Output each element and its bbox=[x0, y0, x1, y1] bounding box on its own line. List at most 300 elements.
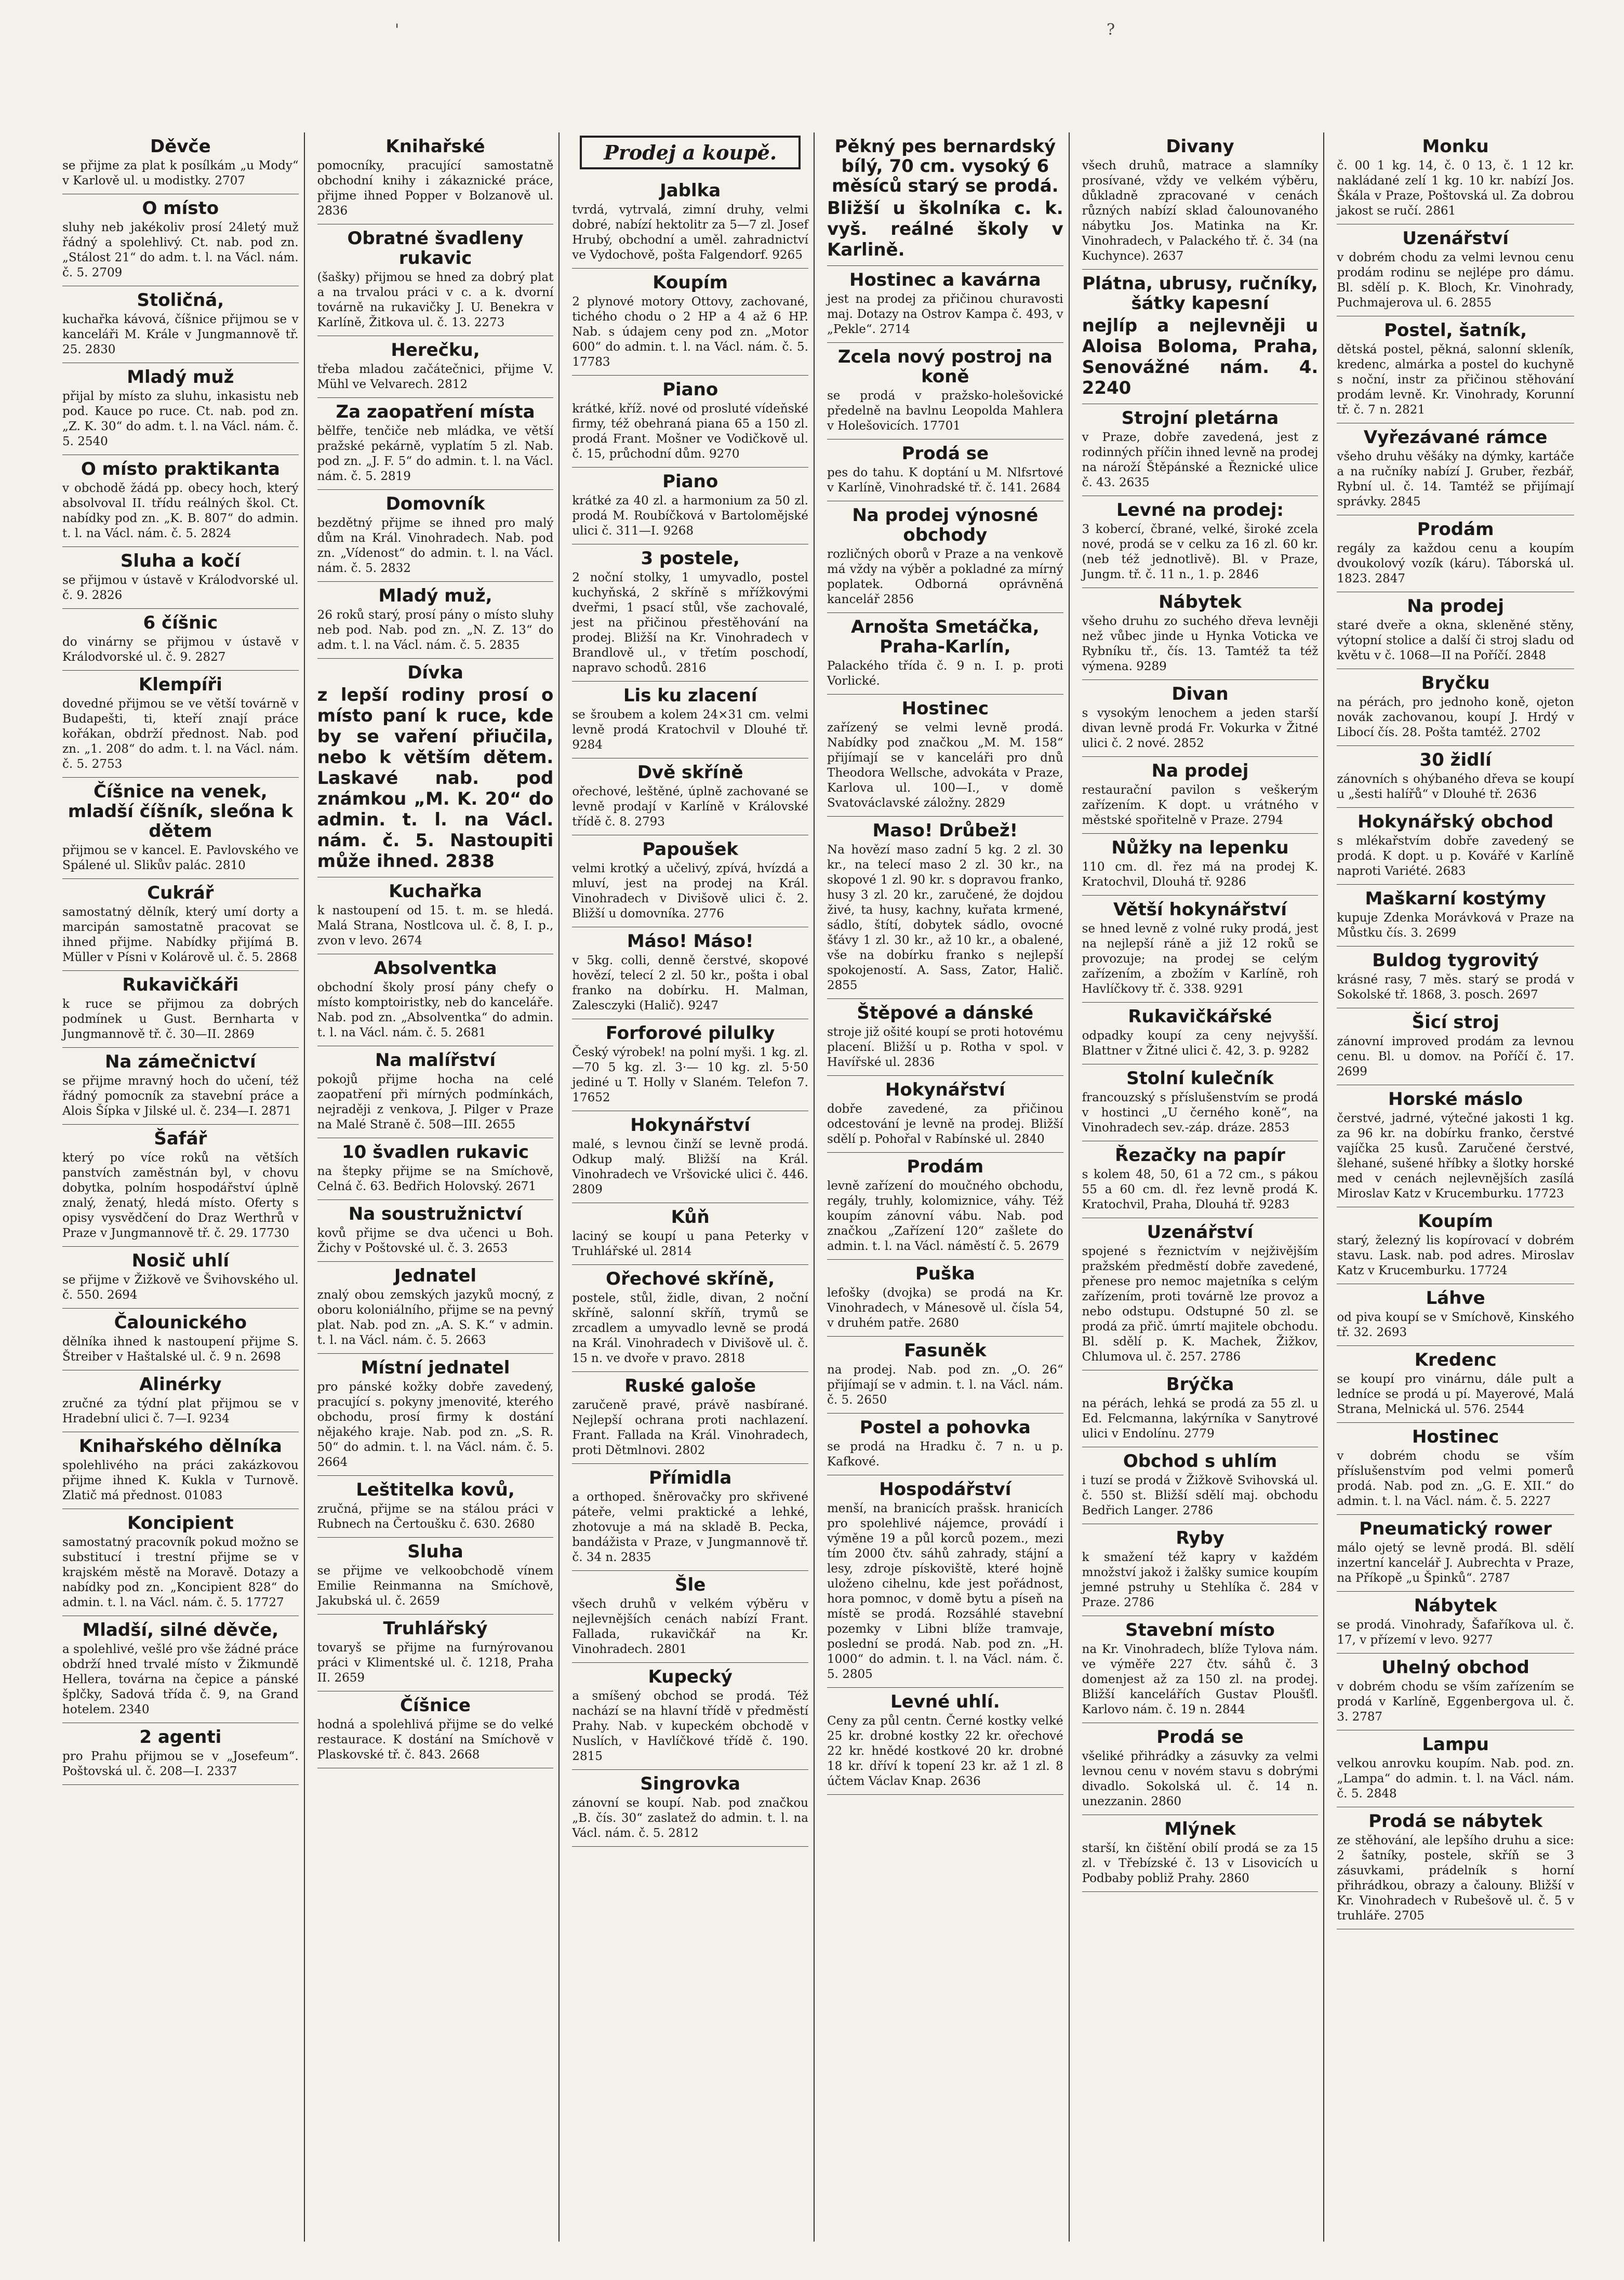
ad-text: laciný se koupí u pana Peterky v Truhlářské ul. 2814 bbox=[572, 1230, 808, 1258]
classified-ad bbox=[62, 1723, 299, 1785]
ad-text: Bližší u školníka c. k. vyš. reálné školy v Karlině. bbox=[827, 198, 1063, 260]
classified-ad bbox=[1082, 404, 1319, 496]
ad-heading: Na zámečnictví bbox=[104, 1051, 256, 1072]
column-4 bbox=[822, 132, 1070, 2242]
ad-heading: O místo bbox=[142, 198, 219, 219]
ad-text: starší, kn čištění obilí prodá se za 15 zl. v Třebízské č. 13 v Lisovicích u Podbaby pobliž Prahy. 2860 bbox=[1082, 1842, 1319, 1885]
ad-heading: Kredenc bbox=[1414, 1350, 1497, 1370]
ad-text: pomocníky, pracující samostatně obchodní knihy i zákaznické práce, přijme ihned Popper v Bolzanově ul. 2836 bbox=[317, 159, 554, 218]
ad-heading: Maso! Drůbež! bbox=[872, 820, 1018, 841]
ad-text: 26 roků starý, prosí pány o místo sluhy neb pod. Nab. pod zn. „N. Z. 13“ do adm. t. l. na Václ. nám. č. 5. 2835 bbox=[317, 608, 554, 652]
classified-ad bbox=[62, 671, 299, 778]
classified-ad bbox=[1082, 1616, 1319, 1723]
ad-heading: Divan bbox=[1172, 684, 1229, 704]
classified-ad bbox=[1337, 515, 1574, 592]
ad-text: se šroubem a kolem 24×31 cm. velmi levně prodá Kratochvil v Dlouhé tř. 9284 bbox=[572, 708, 808, 752]
ad-heading: Piano bbox=[662, 471, 718, 492]
ad-heading: Děvče bbox=[150, 136, 211, 157]
section-banner: Prodej a koupě. bbox=[580, 136, 801, 169]
classified-ad bbox=[572, 1464, 808, 1571]
classified-ad bbox=[62, 1309, 299, 1370]
ad-text: všeliké přihrádky a zásuvky za velmi levnou cenu v novém stavu s dobrými divadlo. Sokolská ul. č. 14 n. unezzanin. 2860 bbox=[1082, 1750, 1319, 1808]
ad-heading: Dívka bbox=[407, 662, 463, 683]
ad-text: levně zařízení do moučného obchodu, regály, truhly, kolomiznice, váhy. Též koupím zánovní vábu. Nab. pod značkou „Zařízení 120“ zašlete do admin. t. l. na Václ. náměstí č. 5. 2679 bbox=[827, 1179, 1063, 1253]
ad-text: málo ojetý se levně prodá. Bl. sdělí inzertní kancelář J. Aubrechta v Praze, na Příkopě „u Špinků“. 2787 bbox=[1337, 1541, 1574, 1585]
ad-text: přijmou se v kancel. E. Pavlovského ve Spálené ul. Slikův palác. 2810 bbox=[62, 844, 299, 872]
classified-ad bbox=[317, 336, 554, 398]
ad-heading: Nábytek bbox=[1159, 592, 1242, 612]
ad-text: (šašky) přijmou se hned za dobrý plat a na trvalou práci v c. a k. dvorní továrně na rukavičky J. U. Benekra v Karlíně, Žitkova ul. č. 13. 2273 bbox=[317, 271, 554, 329]
ad-heading: 30 židlí bbox=[1419, 750, 1492, 770]
ad-text: se přijme mravný hoch do učení, též řádný pomocník za stavební práce a Alois Šípka v Jilské ul. č. 234—I. 2871 bbox=[62, 1074, 299, 1118]
classified-ad bbox=[62, 1125, 299, 1247]
ad-heading: Nůžky na lepenku bbox=[1111, 837, 1289, 858]
ad-heading: Knihařské bbox=[385, 136, 485, 157]
ad-heading: Horské máslo bbox=[1388, 1089, 1523, 1110]
ad-heading: Nábytek bbox=[1414, 1595, 1497, 1616]
classified-ad bbox=[572, 682, 808, 758]
classified-ad bbox=[317, 954, 554, 1046]
classified-ad bbox=[317, 1476, 554, 1538]
ad-text: francouzský s příslušenstvím se prodá v hostinci „U černého koně“, na Vinohradech sev.-záp. dráze. 2853 bbox=[1082, 1091, 1319, 1135]
ad-text: menší, na branicích prašsk. hranicích pro spolehlivé nájemce, provádí i výměne 19 a půl korců pozem., mezi tím 2000 čtv. sáhů zahrady, stájní a lesy, zdroje pískoviště, které hojně uloženo cihelnu, kde jest pořádnost, hora pomnoc, v domě bytu a píseň na místě se prodá. Rozsáhlé stavební pozemky v Libni blíže tramvaje, poslední se prodá. Nab. pod zn. „H. 1000“ do admin. t. l. na Václ. nám. č. 5. 2805 bbox=[827, 1502, 1063, 1681]
column-5 bbox=[1077, 132, 1325, 2242]
ad-text: čerstvé, jadrné, výtečné jakosti 1 kg. za 96 kr. na dobírku franko, čerstvé vajíčka 25 kusů. Zaručené čerstvé, šlehané, sušené hříbky a šlotky horské med v cenách nejlevnějších zasílá Miroslav Katz v Krucemburku. 17723 bbox=[1337, 1112, 1574, 1201]
ad-text: odpadky koupí za ceny nejvyšší. Blattner v Žitné ulici č. 42, 3. p. 9282 bbox=[1082, 1029, 1319, 1058]
classified-ad bbox=[317, 1538, 554, 1615]
ad-text: všeho druhu věšáky na dýmky, kartáče a na ručníky nabízí J. Gruber, řezbář, Rybní ul. č. 14. Tamtéž se přijímají správky. 2845 bbox=[1337, 450, 1574, 509]
ad-text: od piva koupí se v Smíchově, Kinského tř. 32. 2693 bbox=[1337, 1311, 1574, 1339]
ad-heading: Uzenářství bbox=[1402, 228, 1509, 249]
classified-ad bbox=[1082, 588, 1319, 680]
ad-heading: Sluha bbox=[407, 1541, 463, 1562]
ad-text: se hned levně z volné ruky prodá, jest na nejlepší ráně a již 12 roků se provozuje; na prodej se celým zařízením, a zbožím v Karlíně, roh Havlíčkovy tř. č. 338. 9291 bbox=[1082, 922, 1319, 996]
page-mark-right: ? bbox=[1107, 21, 1115, 39]
ad-heading: Místní jednatel bbox=[361, 1357, 510, 1378]
ad-heading: Lis ku zlacení bbox=[623, 685, 757, 706]
ad-heading: Kůň bbox=[671, 1207, 710, 1228]
ad-text: přijal by místo za sluhu, inkasistu neb pod. Kauce po ruce. Ct. nab. pod zn. „Z. K. 30“ do adm. t. l. na Václ. nám. č. 5. 2540 bbox=[62, 390, 299, 448]
classified-ad bbox=[827, 1688, 1063, 1795]
classified-ad bbox=[827, 1414, 1063, 1475]
classified-ad bbox=[572, 1203, 808, 1265]
column-2 bbox=[312, 132, 560, 2242]
ad-heading: Leštitelka kovů, bbox=[356, 1479, 515, 1500]
ad-heading: Alinérky bbox=[139, 1374, 222, 1395]
classified-ad bbox=[62, 286, 299, 363]
ad-heading: Papoušek bbox=[642, 839, 739, 860]
ad-text: nejlíp a nejlevněji u Aloisa Boloma, Praha, Senovážné nám. 4. 2240 bbox=[1082, 315, 1319, 398]
ad-text: kupuje Zdenka Morávková v Praze na Můstku čís. 3. 2699 bbox=[1337, 911, 1574, 940]
classified-ad bbox=[1337, 1515, 1574, 1592]
ad-text: se přijme v Žižkově ve Švihovského ul. č. 550. 2694 bbox=[62, 1273, 299, 1302]
ad-heading: Ořechové skříně, bbox=[606, 1269, 775, 1289]
ad-heading: Klempíři bbox=[138, 674, 222, 695]
ad-heading: Hostinec bbox=[901, 698, 989, 719]
ad-heading: Jednatel bbox=[394, 1265, 477, 1286]
classified-ad bbox=[317, 1354, 554, 1476]
classified-columns bbox=[57, 132, 1579, 2242]
ad-text: a orthoped. šněrovačky pro skřivené páteře, velmi praktické a lehké, zhotovuje a má na skladě B. Pecka, bandážista v Praze, v Jungmannově tř. č. 34 n. 2835 bbox=[572, 1490, 808, 1564]
ad-heading: Šafář bbox=[154, 1128, 207, 1149]
classified-ad bbox=[62, 1616, 299, 1723]
ad-heading: Absolventka bbox=[374, 958, 497, 979]
classified-ad bbox=[317, 1046, 554, 1138]
ad-heading: Máso! Máso! bbox=[627, 931, 754, 952]
classified-ad bbox=[1337, 132, 1574, 224]
ad-heading: Větší hokynářství bbox=[1113, 899, 1287, 920]
ad-text: spojené s řeznictvím v nejživějším pražském předměstí dobře zavedené, přenese pro nemoc majetníka s celým zařízením, proti továrně lze provoz a nebo odstupu. Odstupné 50 zl. se prodá za přič. úmrtí majitele obchodu. Bl. sdělí p. K. Machek, Žižkov, Chlumova ul. č. 257. 2786 bbox=[1082, 1245, 1319, 1364]
classified-ad bbox=[1337, 1807, 1574, 1929]
classified-ad bbox=[572, 544, 808, 682]
ad-heading: Uhelný obchod bbox=[1381, 1657, 1529, 1678]
ad-heading: Knihařského dělníka bbox=[78, 1436, 282, 1457]
ad-text: na štepky přijme se na Smíchově, Celná č. 63. Bedřich Holovský. 2671 bbox=[317, 1165, 554, 1193]
classified-ad bbox=[1337, 946, 1574, 1008]
classified-ad bbox=[62, 971, 299, 1048]
classified-ad bbox=[1337, 1284, 1574, 1346]
classified-ad bbox=[827, 999, 1063, 1076]
ad-text: v obchodě žádá pp. obecy hoch, který absolvoval II. třídu reálných škol. Ct. nabídky pod zn. „K. B. 807“ do admin. t. l. na Václ. nám. č. 5. 2824 bbox=[62, 482, 299, 540]
ad-text: znalý obou zemských jazyků mocný, z oboru koloniálního, přijme se na pevný plat. Nab. pod zn. „A. S. K.“ v admin. t. l. na Václ. nám. č. 5. 2663 bbox=[317, 1288, 554, 1347]
column-1 bbox=[57, 132, 305, 2242]
ad-text: třeba mladou začátečnici, přijme V. Mühl ve Velvarech. 2812 bbox=[317, 363, 554, 391]
ad-text: se přijme ve velkoobchodě vínem Emilie Reinmanna na Smíchově, Jakubská ul. č. 2659 bbox=[317, 1564, 554, 1608]
classified-ad bbox=[572, 1571, 808, 1663]
classified-ad bbox=[62, 609, 299, 671]
ad-text: stroje již ošité koupí se proti hotovému placení. Bližší u p. Rotha v spol. v Havířské ul. 2836 bbox=[827, 1025, 1063, 1069]
classified-ad bbox=[1082, 1218, 1319, 1370]
ad-text: kuchařka kávová, číšnice přijmou se v kanceláři M. Krále v Jungmannově tř. 25. 2830 bbox=[62, 313, 299, 356]
ad-text: Český výrobek! na polní myši. 1 kg. zl. —70 5 kg. zl. 3·— 10 kg. zl. 5·50 jediné u T. Holly v Slaném. Telefon 7. 17652 bbox=[572, 1046, 808, 1104]
classified-ad bbox=[827, 817, 1063, 999]
classified-ad bbox=[317, 1200, 554, 1262]
ad-heading: Obchod s uhlím bbox=[1123, 1451, 1277, 1472]
classified-ad bbox=[1337, 885, 1574, 946]
classified-ad bbox=[827, 1260, 1063, 1337]
classified-ad bbox=[62, 132, 299, 194]
classified-ad bbox=[1082, 680, 1319, 757]
ad-text: zručné za týdní plat přijmou se v Hradební ulici č. 7—I. 9234 bbox=[62, 1397, 299, 1425]
classified-ad bbox=[317, 224, 554, 336]
ad-heading: Na soustružnictví bbox=[348, 1204, 523, 1224]
ad-heading: Řezačky na papír bbox=[1115, 1145, 1285, 1166]
classified-ad bbox=[572, 468, 808, 544]
ad-heading: Buldog tygrovitý bbox=[1372, 950, 1539, 971]
classified-ad bbox=[317, 398, 554, 490]
ad-heading: Štěpové a dánské bbox=[857, 1003, 1034, 1023]
classified-ad bbox=[572, 177, 808, 269]
ad-heading: Obratné švadleny rukavic bbox=[347, 228, 524, 269]
ad-heading: Postel, šatník, bbox=[1384, 320, 1527, 341]
ad-text: bezdětný přijme se ihned pro malý dům na Král. Vinohradech. Nab. pod zn. „Vídenost“ do admin. t. l. na Václ. nám. č. 5. 2832 bbox=[317, 516, 554, 575]
classified-ad bbox=[1337, 224, 1574, 316]
classified-ad bbox=[1082, 496, 1319, 588]
ad-heading: Prodám bbox=[907, 1156, 984, 1177]
ad-heading: Číšnice na venek, mladší číšník, sleőna k dětem bbox=[68, 781, 293, 842]
ad-heading: Jablka bbox=[660, 180, 721, 201]
classified-ad bbox=[62, 1370, 299, 1432]
classified-ad bbox=[317, 490, 554, 582]
ad-heading: Kupecký bbox=[648, 1666, 733, 1687]
classified-ad bbox=[1082, 270, 1319, 404]
classified-ad bbox=[62, 194, 299, 286]
ad-heading: Herečku, bbox=[391, 340, 480, 361]
ad-heading: Ryby bbox=[1176, 1528, 1224, 1549]
ad-text: s vysokým lenochem a jeden starší divan levně prodá Fr. Vokurka v Žitné ulici č. 2 nové. 2852 bbox=[1082, 706, 1319, 750]
ad-text: dovedné přijmou se ve větší továrně v Budapešti, ti, kteří znají práce kořákan, obdrží přednost. Nab. pod zn. „1. 208“ do adm. t. l. na Václ. nám. č. 5. 2753 bbox=[62, 697, 299, 771]
ad-heading: Hostinec bbox=[1412, 1426, 1499, 1447]
ad-text: tovaryš se přijme na furnýrovanou práci v Klimentské ul. č. 1218, Praha II. 2659 bbox=[317, 1641, 554, 1685]
ad-text: na pérách, pro jednoho koně, ojeton novák zachovanou, koupí J. Hrdý v Libocí čís. 28. Pošta tamtéž. 2702 bbox=[1337, 696, 1574, 739]
ad-text: Na hovězí maso zadní 5 kg. 2 zl. 30 kr., na telecí maso 2 zl. 30 kr., na skopové 1 zl. 90 kr. s dopravou franko, husy 3 zl. 20 kr., zaručené, že dojdou živé, ta husy, kachny, kuřata krmené, sádlo, štítí, dobytek sádlo, ovocné šťávy 1 zl. 30 kr., až 10 kr., a obalené, vše na dobírku franko s nejlepší spokojeností. A. Sass, Zator, Halič. 2855 bbox=[827, 843, 1063, 992]
column-6 bbox=[1332, 132, 1579, 2242]
classified-ad bbox=[827, 132, 1063, 266]
ad-heading: Ruské galoše bbox=[624, 1376, 756, 1396]
ad-heading: Pneumatický rower bbox=[1359, 1518, 1552, 1539]
classified-ad bbox=[1082, 1370, 1319, 1447]
classified-ad bbox=[1082, 1447, 1319, 1524]
ad-heading: Prodá se bbox=[1156, 1727, 1244, 1748]
ad-heading: Maškarní kostýmy bbox=[1365, 888, 1546, 909]
ad-text: krátké za 40 zl. a harmonium za 50 zl. prodá M. Roubíčková v Bartolomějské ulici č. 311—I. 9268 bbox=[572, 494, 808, 538]
ad-heading: Sluha a kočí bbox=[120, 551, 241, 571]
ad-text: v dobrém chodu za velmi levnou cenu prodám rodinu se nejlépe pro dámu. Bl. sdělí p. K. Bloch, Kr. Vinohrady, Puchmajerova ul. 6. 2855 bbox=[1337, 251, 1574, 310]
classified-ad bbox=[1082, 757, 1319, 834]
classified-ad bbox=[317, 582, 554, 659]
classified-ad bbox=[572, 1663, 808, 1770]
classified-ad bbox=[1337, 423, 1574, 515]
ad-heading: Stolní kulečník bbox=[1126, 1068, 1274, 1089]
classified-ad bbox=[1337, 746, 1574, 808]
ad-heading: Vyřezávané rámce bbox=[1363, 427, 1548, 448]
classified-ad bbox=[1082, 896, 1319, 1003]
ad-text: na prodej. Nab. pod zn. „O. 26“ přijímají se v admin. t. l. na Václ. nám. č. 5. 2650 bbox=[827, 1363, 1063, 1407]
ad-text: zařízený se velmi levně prodá. Nabídky pod značkou „M. M. 158“ přijímají se v kanceláři pro dnů Theodora Wellsche, advokáta v Praze, Karlova ul. 100—I., v domě Svatováclavské záložny. 2829 bbox=[827, 721, 1063, 810]
ad-text: tvrdá, vytrvalá, zimní druhy, velmi dobré, nabízí hektolitr za 5—7 zl. Josef Hrubý, obchodní a uměl. zahradnictví ve Vydochově, pošta Falgendorf. 9265 bbox=[572, 203, 808, 262]
classified-ad bbox=[1337, 1085, 1574, 1207]
classified-ad bbox=[572, 758, 808, 835]
ad-heading: Stavební místo bbox=[1125, 1620, 1275, 1641]
ad-heading: Mladší, silné děvče, bbox=[82, 1620, 279, 1641]
classified-ad bbox=[62, 363, 299, 455]
classified-ad bbox=[317, 877, 554, 954]
ad-text: staré dveře a okna, skleněné stěny, výtopní stolice a další či stroj sladu od květu v č. 1068—II na Poříčí. 2848 bbox=[1337, 619, 1574, 662]
classified-ad bbox=[1082, 132, 1319, 270]
classified-ad bbox=[827, 439, 1063, 501]
ad-text: pro pánské kožky dobře zavedený, pracující s. pokyny jmenovité, kterého obchodu, prosí firmy k dostání nějakého kraje. Nab. pod zn. „S. R. 50“ do admin. t. l. na Václ. nám. č. 5. 2664 bbox=[317, 1380, 554, 1469]
ad-text: k smažení též kapry v každém množství jakož i žalšky sumice koupím jemné pstruhy u Stehlíka č. 284 v Praze. 2786 bbox=[1082, 1551, 1319, 1609]
ad-text: pes do tahu. K doptání u M. Nlfsrtové v Karlíně, Vinohradské tř. č. 141. 2684 bbox=[827, 466, 1063, 495]
ad-text: z lepší rodiny prosí o místo paní k ruce, kde by se vaření přiučila, nebo k větším dětem. Laskavé nab. pod známkou „M. K. 20“ do admin. t. l. na Václ. nám. č. 5. Nastoupiti může ihned. 2838 bbox=[317, 685, 554, 872]
ad-text: č. 00 1 kg. 14, č. 0 13, č. 1 12 kr. nakládané zelí 1 kg. 10 kr. nabízí Jos. Škála v Praze, Poštovská ul. Za dobrou jakost se ručí. 2861 bbox=[1337, 159, 1574, 218]
ad-text: obchodní školy prosí pány chefy o místo komptoiristky, neb do kanceláře. Nab. pod zn. „Absolventka“ do admin. t. l. na Václ. nám. č. 5. 2681 bbox=[317, 981, 554, 1039]
ad-text: lefošky (dvojka) se prodá na Kr. Vinohradech, v Mánesově ul. čísla 54, v druhém patře. 2680 bbox=[827, 1286, 1063, 1330]
ad-text: 3 kobercí, čbrané, velké, široké zcela nové, prodá se v celku za 16 zl. 60 kr. (neb též jednotlivě). Bl. v Praze, Jungm. tř. č. 11 n., 1. p. 2846 bbox=[1082, 523, 1319, 581]
ad-heading: Koncipient bbox=[127, 1513, 234, 1534]
ad-text: na pérách, lehká se prodá za 55 zl. u Ed. Felcmanna, lakýrníka v Sanytrové ulici v Endolínu. 2779 bbox=[1082, 1397, 1319, 1441]
ad-text: se prodá. Vinohrady, Šafaříkova ul. č. 17, v přízemí v levo. 9277 bbox=[1337, 1618, 1574, 1647]
ad-text: Palackého třída č. 9 n. I. p. proti Vorlické. bbox=[827, 659, 1063, 688]
ad-text: velkou anrovku koupím. Nab. pod. zn. „Lampa“ do admin. t. l. na Václ. nám. č. 5. 2848 bbox=[1337, 1757, 1574, 1801]
ad-heading: Nosič uhlí bbox=[131, 1250, 230, 1271]
ad-text: bělfře, tenčiče neb mládka, ve větší pražské pekárně, vyplatím 5 zl. Nab. pod zn. „J. F. 5“ do admin. t. l. na Václ. nám. č. 5. 2819 bbox=[317, 424, 554, 483]
classified-ad bbox=[572, 1372, 808, 1464]
classified-ad bbox=[317, 132, 554, 224]
classified-ad bbox=[1337, 1592, 1574, 1654]
ad-text: dobře zavedené, za přičinou odcestování je levně na prodej. Bližší sdělí p. Pohořal v Rabínské ul. 2840 bbox=[827, 1102, 1063, 1146]
ad-heading: Hokynářství bbox=[630, 1115, 751, 1136]
ad-heading: Láhve bbox=[1426, 1288, 1485, 1309]
ad-text: pro Prahu přijmou se v „Josefeum“. Poštovská ul. č. 208—I. 2337 bbox=[62, 1750, 299, 1778]
ad-text: do vinárny se přijmou v ústavě v Králodvorské ul. č. 9. 2827 bbox=[62, 635, 299, 664]
ad-heading: Mlýnek bbox=[1164, 1819, 1236, 1839]
ad-text: na Kr. Vinohradech, blíže Tylova nám. ve výměře 227 čtv. sáhů č. 3 domenjest až za 150 zl. na prodej. Bližší kancelářích Gustav Ploušťl. Karlovo nám. č. 19 n. 2844 bbox=[1082, 1643, 1319, 1716]
page-mark-left: ' bbox=[395, 21, 400, 39]
ad-text: postele, stůl, židle, divan, 2 noční skříně, salonní skříň, trymů se zrcadlem a umyvadlo levně se prodá na Král. Vinohradech v Divišově ul. č. 15 n. ve dvoře v pravo. 2818 bbox=[572, 1291, 808, 1365]
ad-text: 2 noční stolky, 1 umyvadlo, postel kuchyňská, 2 skříně s mřížkovými dveřmi, 1 psací stůl, vše zachovalé, jest na přičinou přestěhování na prodej. Bližší na Kr. Vinohradech v Brandlově ul., v třetím poschodí, napravo schodů. 2816 bbox=[572, 571, 808, 675]
ad-heading: O místo praktikanta bbox=[81, 459, 280, 479]
ad-heading: Kuchařka bbox=[389, 881, 482, 902]
classified-ad bbox=[1337, 808, 1574, 885]
classified-ad bbox=[1337, 1423, 1574, 1515]
ad-heading: Brýčka bbox=[1166, 1374, 1234, 1395]
ad-text: se přijmou v ústavě v Králodvorské ul. č. 9. 2826 bbox=[62, 574, 299, 602]
ad-heading: Dvě skříně bbox=[637, 762, 743, 783]
ad-text: zánovních s ohýbaného dřeva se koupí u „šesti halířů“ v Dlouhé tř. 2636 bbox=[1337, 772, 1574, 801]
ad-text: rozličných oborů v Praze a na venkově má vždy na výběr a pokladné za mírný poplatek. Odborná oprávněná kancelář 2856 bbox=[827, 548, 1063, 606]
ad-heading: Hostinec a kavárna bbox=[849, 270, 1041, 290]
ad-heading: Koupím bbox=[1418, 1211, 1494, 1232]
classified-ad bbox=[1082, 1815, 1319, 1892]
classified-ad bbox=[62, 1432, 299, 1509]
ad-heading: Fasuněk bbox=[904, 1340, 987, 1361]
ad-heading: Strojní pletárna bbox=[1121, 408, 1279, 429]
ad-heading: Na malířství bbox=[375, 1050, 496, 1071]
classified-ad bbox=[317, 1138, 554, 1200]
ad-heading: Arnošta Smetáčka, Praha-Karlín, bbox=[850, 617, 1040, 657]
classified-ad bbox=[572, 1770, 808, 1847]
classified-ad bbox=[1337, 316, 1574, 423]
ad-heading: Lampu bbox=[1422, 1734, 1489, 1755]
ad-text: a spolehlivé, vešlé pro vše žádné práce obdrží hned trvalé místo v Žikmundě Hellera, továrna na čepice a pánské šplčky, Sadová třída č. 9, na Grand hotelem. 2340 bbox=[62, 1643, 299, 1716]
ad-heading: Divany bbox=[1166, 136, 1234, 157]
classified-ad bbox=[1082, 1524, 1319, 1616]
ad-heading: Čalounického bbox=[114, 1312, 247, 1333]
ad-text: a smíšený obchod se prodá. Též nachází se na hlavní třídě v předměstí Prahy. Nab. v kupeckém obchodě v Nuslích, v Havlíčkové třídě č. 190. 2815 bbox=[572, 1689, 808, 1763]
ad-text: malé, s levnou činží se levně prodá. Odkup malý. Bližší na Král. Vinohradech ve Vršovické ulici č. 446. 2809 bbox=[572, 1138, 808, 1196]
classified-ad bbox=[827, 613, 1063, 695]
classified-ad bbox=[317, 1615, 554, 1691]
ad-text: velmi krotký a učelivý, zpívá, hvízdá a mluví, jest na prodej na Král. Vinohradech v Divišově ulici č. 2. Bližší u domovníka. 2776 bbox=[572, 862, 808, 921]
classified-ad bbox=[572, 835, 808, 927]
ad-heading: Hokynářský obchod bbox=[1357, 811, 1554, 832]
ad-heading: Šle bbox=[675, 1575, 706, 1595]
ad-text: zaručeně pravé, právě nasbírané. Nejlepší ochrana proti nachlazení. Frant. Fallada na Král. Vinohradech, proti Dětmlnovi. 2802 bbox=[572, 1398, 808, 1457]
classified-ad bbox=[317, 1262, 554, 1354]
ad-text: se prodá v pražsko-holešovické předelně na bavlnu Leopolda Mahlera v Holešovicích. 17701 bbox=[827, 389, 1063, 433]
ad-heading: 6 číšnic bbox=[143, 612, 218, 633]
ad-heading: Zcela nový postroj na koně bbox=[837, 346, 1053, 387]
ad-heading: Na prodej bbox=[1151, 761, 1249, 781]
ad-heading: Monku bbox=[1422, 136, 1489, 157]
classified-ad bbox=[827, 695, 1063, 817]
ad-heading: Prodá se bbox=[901, 443, 989, 464]
ad-text: restaurační pavilon s veškerým zařízením. K dopt. u vrátného v městské spořitelně v Praze. 2794 bbox=[1082, 783, 1319, 827]
ad-heading: 2 agenti bbox=[139, 1727, 222, 1748]
ad-heading: Forforové pilulky bbox=[605, 1023, 775, 1044]
classified-ad bbox=[827, 501, 1063, 613]
ad-heading: Levné na prodej: bbox=[1116, 500, 1284, 521]
ad-heading: Stoličná, bbox=[137, 290, 224, 311]
ad-text: s mlékařstvím dobře zavedený se prodá. K dopt. u p. Kovářé v Karlíně naproti Variété. 2683 bbox=[1337, 834, 1574, 878]
ad-text: krásné rasy, 7 měs. starý se prodá v Sokolské tř. 1868, 3. posch. 2697 bbox=[1337, 973, 1574, 1002]
ad-text: samostatný pracovník pokud možno se substitucí i trestní přijme se v krajském městě na Moravě. Dotazy a nabídky pod zn. „Koncipient 828“ do admin. t. l. na Václ. nám. č. 5. 17727 bbox=[62, 1536, 299, 1609]
ad-heading: Uzenářství bbox=[1147, 1222, 1254, 1243]
classified-ad bbox=[827, 1153, 1063, 1260]
ad-text: pokojů přijme hocha na celé zaopatření při mírných podmínkách, nejraději z venkova, J. Pilger v Praze na Malé Straně č. 508—III. 2655 bbox=[317, 1073, 554, 1131]
ad-heading: 10 švadlen rukavic bbox=[341, 1142, 529, 1163]
classified-ad bbox=[1082, 1003, 1319, 1064]
ad-text: starý, železný lis kopírovací v dobrém stavu. Lask. nab. pod adres. Miroslav Katz v Krucemburku. 17724 bbox=[1337, 1234, 1574, 1277]
ad-text: k nastoupení od 15. t. m. se hledá. Malá Strana, Nostlcova ul. č. 8, I. p., zvon v levo. 2674 bbox=[317, 904, 554, 948]
ad-heading: Na prodej výnosné obchody bbox=[852, 505, 1039, 545]
classified-ad bbox=[62, 455, 299, 547]
ad-text: 2 plynové motory Ottovy, zachované, tichého chodu o 2 HP a 4 až 6 HP. Nab. s údajem ceny pod zn. „Motor 600“ do admin. t. l. na Václ. nám. č. 5. 17783 bbox=[572, 295, 808, 369]
ad-text: Ceny za půl centn. Černé kostky velké 25 kr. drobné kostky 22 kr. ořechové 22 kr. hnědé kostkové 20 kr. drobné 18 kr. dříví k topení 23 kr. až 1 zl. 8 účtem Václav Knap. 2636 bbox=[827, 1714, 1063, 1788]
ad-heading: Postel a pohovka bbox=[859, 1417, 1031, 1438]
classified-ad bbox=[572, 1019, 808, 1111]
ad-heading: Prodá se nábytek bbox=[1368, 1811, 1543, 1832]
classified-ad bbox=[1337, 592, 1574, 669]
ad-heading: Piano bbox=[662, 379, 718, 400]
ad-heading: Rukavičkářské bbox=[1128, 1006, 1272, 1027]
classified-ad bbox=[62, 1247, 299, 1309]
ad-heading: Rukavičkáři bbox=[122, 975, 239, 995]
ad-text: spolehlivého na práci zakázkovou přijme ihned K. Kukla v Turnově. Zlatič má přednost. 01083 bbox=[62, 1459, 299, 1502]
ad-heading: Prodám bbox=[1417, 519, 1494, 540]
ad-text: všech druhů, matrace a slamníky prosívané, vždy ve velkém výběru, důkladně zpracované v cenách různých nabízí sklad čalounovaného nábytku Jos. Matinka na Kr. Vinohradech, v Palackého tř. č. 34 (na Kuchynce). 2637 bbox=[1082, 159, 1319, 263]
ad-text: jest na prodej za přičinou churavosti maj. Dotazy na Ostrov Kampa č. 493, v „Pekle“. 2714 bbox=[827, 292, 1063, 336]
ad-heading: Mladý muž, bbox=[378, 585, 492, 606]
ad-text: se koupí pro vinárnu, dále pult a ledníce se prodá u pí. Mayerové, Malá Strana, Melnická ul. 576. 2544 bbox=[1337, 1372, 1574, 1416]
ad-text: v 5kg. colli, denně čerstvé, skopové hovězí, telecí 2 zl. 50 kr., pošta i obal franko na dobírku. H. Malman, Zalesczyki (Halič). 9247 bbox=[572, 954, 808, 1012]
ad-text: všeho druhu zo suchého dřeva levněji než vůbec jinde u Hynka Voticka ve Rybníku tř., čís. 13. Tamtéž ta též výmena. 9289 bbox=[1082, 615, 1319, 673]
ad-heading: Cukrář bbox=[147, 883, 214, 903]
classified-ad bbox=[572, 376, 808, 468]
ad-text: zručná, přijme se na stálou práci v Rubnech na Čertoušku č. 630. 2680 bbox=[317, 1502, 554, 1531]
classified-ad bbox=[317, 659, 554, 877]
classified-ad bbox=[572, 1111, 808, 1203]
classified-ad bbox=[317, 1691, 554, 1768]
classified-ad bbox=[572, 927, 808, 1019]
ad-text: v dobrém chodu se vším zařízením se prodá v Karlíně, Eggenbergova ul. č. 3. 2787 bbox=[1337, 1680, 1574, 1724]
classified-ad bbox=[1337, 1730, 1574, 1807]
ad-text: regály za každou cenu a koupím dvoukolový vozík (káru). Táborská ul. 1823. 2847 bbox=[1337, 542, 1574, 585]
ad-text: ořechové, leštěné, úplně zachované se levně prodají v Karlíně v Královské třídě č. 8. 2793 bbox=[572, 785, 808, 829]
ad-heading: Pěkný pes bernardský bílý, 70 cm. vysoký 6 měsíců starý se prodá. bbox=[832, 136, 1059, 196]
ad-text: s kolem 48, 50, 61 a 72 cm., s pákou 55 a 60 cm. dl. řez levně prodá K. Kratochvil, Praha, Dlouhá tř. 9283 bbox=[1082, 1168, 1319, 1211]
classified-ad bbox=[572, 1265, 808, 1372]
classified-ad bbox=[1337, 1346, 1574, 1423]
classified-ad bbox=[572, 269, 808, 376]
ad-heading: 3 postele, bbox=[641, 548, 740, 569]
ad-text: všech druhů v velkém výběru v nejlevnějších cenách nabízí Frant. Fallada, rukavičkář na Kr. Vinohradech. 2801 bbox=[572, 1597, 808, 1656]
ad-heading: Hospodářství bbox=[879, 1479, 1011, 1500]
ad-heading: Mladý muž bbox=[127, 367, 234, 388]
classified-ad bbox=[1337, 1207, 1574, 1284]
ad-heading: Přímidla bbox=[648, 1468, 732, 1488]
